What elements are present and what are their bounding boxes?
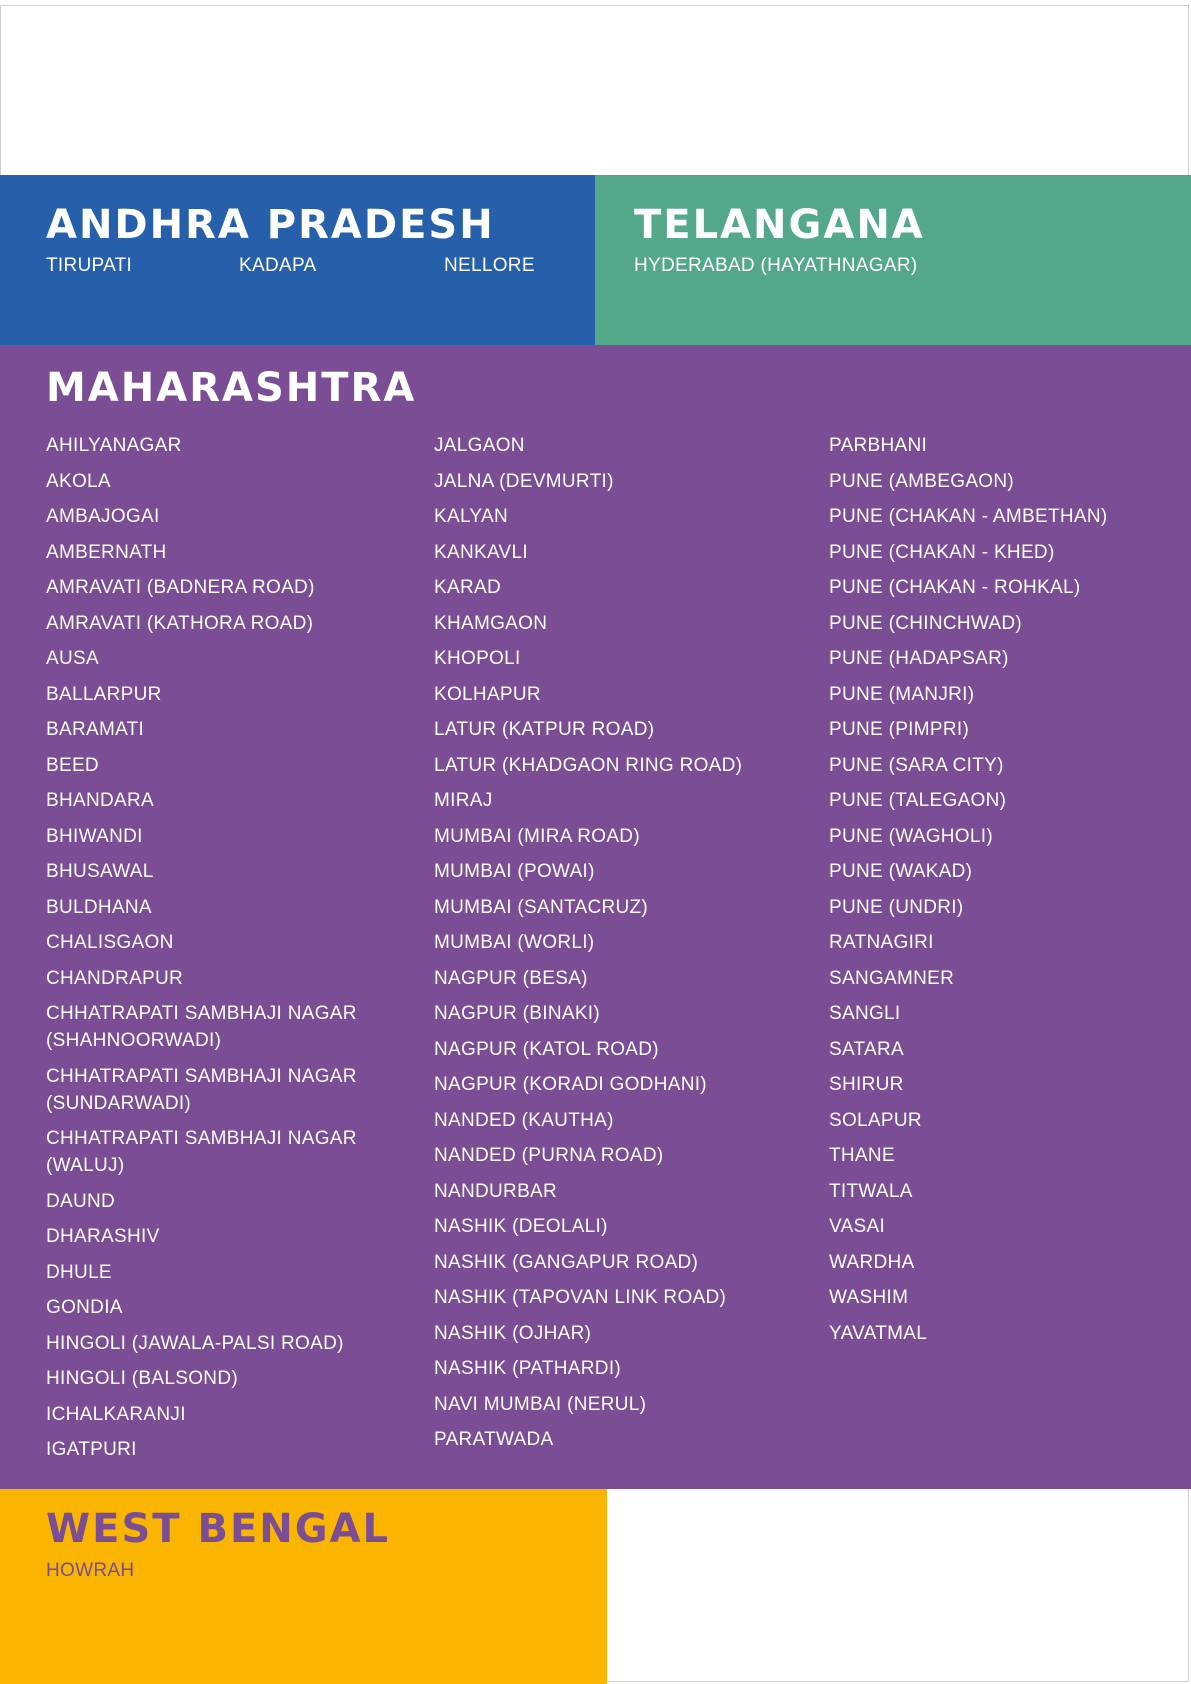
city-list-item: CHHATRAPATI SAMBHAJI NAGAR (SUNDARWADI) bbox=[46, 1065, 357, 1114]
city-list-item: MUMBAI (SANTACRUZ) bbox=[434, 896, 649, 918]
city-list-item: NASHIK (DEOLALI) bbox=[434, 1216, 608, 1237]
city-list-item: RATNAGIRI bbox=[829, 932, 934, 953]
city-list-item: NANDED (KAUTHA) bbox=[434, 1109, 614, 1131]
city-tirupati: TIRUPATI bbox=[46, 255, 133, 276]
city-list-item: DHARASHIV bbox=[46, 1226, 160, 1247]
city-list-item: AKOLA bbox=[46, 470, 111, 492]
city-list-item: PUNE (AMBEGAON) bbox=[829, 470, 1015, 492]
city-list-item: KHOPOLI bbox=[434, 648, 521, 669]
city-list-item: CHALISGAON bbox=[46, 932, 174, 953]
city-list-item: NANDED (PURNA ROAD) bbox=[434, 1145, 664, 1166]
city-list-item: AMBAJOGAI bbox=[46, 506, 160, 527]
city-list-item: NANDURBAR bbox=[434, 1180, 558, 1202]
city-list-item: KOLHAPUR bbox=[434, 683, 541, 705]
city-list-item: SOLAPUR bbox=[829, 1109, 922, 1131]
city-list-item: JALNA (DEVMURTI) bbox=[434, 470, 614, 492]
city-howrah: HOWRAH bbox=[46, 1560, 135, 1581]
maharashtra-title: MAHARASHTRA bbox=[46, 365, 417, 411]
city-list-item: NASHIK (OJHAR) bbox=[434, 1322, 592, 1344]
city-list-item: GONDIA bbox=[46, 1297, 123, 1318]
city-list-item: BALLARPUR bbox=[46, 683, 162, 705]
city-list-item: IGATPURI bbox=[46, 1439, 137, 1460]
city-list-item: NAVI MUMBAI (NERUL) bbox=[434, 1393, 647, 1415]
city-list-item: PUNE (CHAKAN - ROHKAL) bbox=[829, 577, 1081, 598]
city-list-item: AMRAVATI (KATHORA ROAD) bbox=[46, 612, 314, 634]
west-bengal-section bbox=[0, 1489, 607, 1684]
city-list-item: PUNE (WAGHOLI) bbox=[829, 825, 993, 847]
city-list-item: HINGOLI (JAWALA-PALSI ROAD) bbox=[46, 1332, 344, 1354]
city-list-item: BEED bbox=[46, 754, 99, 776]
city-list-item: MUMBAI (WORLI) bbox=[434, 932, 595, 953]
city-list-item: CHANDRAPUR bbox=[46, 967, 184, 989]
city-list-item: BHANDARA bbox=[46, 790, 154, 811]
city-list-item: PUNE (CHAKAN - KHED) bbox=[829, 541, 1055, 563]
city-list-item: YAVATMAL bbox=[829, 1322, 928, 1344]
city-list-item: SANGAMNER bbox=[829, 967, 955, 989]
city-list-item: NAGPUR (BESA) bbox=[434, 967, 588, 989]
telangana-title: TELANGANA bbox=[634, 202, 925, 248]
city-list-item: MUMBAI (MIRA ROAD) bbox=[434, 825, 640, 847]
west-bengal-title: WEST BENGAL bbox=[46, 1506, 391, 1552]
city-list-item: PUNE (PIMPRI) bbox=[829, 719, 970, 740]
maharashtra-city-column-3 bbox=[829, 432, 1108, 1355]
city-list-item: JALGAON bbox=[434, 435, 525, 456]
city-list-item: DAUND bbox=[46, 1190, 116, 1212]
city-list-item: LATUR (KATPUR ROAD) bbox=[434, 719, 655, 740]
city-list-item: HINGOLI (BALSOND) bbox=[46, 1368, 238, 1389]
city-list-item: TITWALA bbox=[829, 1180, 913, 1202]
city-kadapa: KADAPA bbox=[239, 255, 317, 276]
maharashtra-city-column-2 bbox=[434, 432, 742, 1462]
city-list-item: KALYAN bbox=[434, 506, 508, 527]
city-list-item: NASHIK (TAPOVAN LINK ROAD) bbox=[434, 1287, 727, 1308]
city-list-item: CHHATRAPATI SAMBHAJI NAGAR (SHAHNOORWADI) bbox=[46, 1003, 357, 1051]
city-list-item: BHUSAWAL bbox=[46, 861, 154, 882]
city-list-item: KARAD bbox=[434, 577, 501, 598]
city-list-item: NAGPUR (KATOL ROAD) bbox=[434, 1038, 659, 1060]
city-list-item: VASAI bbox=[829, 1216, 886, 1237]
city-list-item: PUNE (SARA CITY) bbox=[829, 754, 1004, 776]
city-list-item: PUNE (WAKAD) bbox=[829, 861, 973, 882]
city-list-item: BARAMATI bbox=[46, 719, 145, 740]
maharashtra-section bbox=[0, 345, 1191, 1489]
city-list-item: NASHIK (PATHARDI) bbox=[434, 1358, 622, 1379]
city-list-item: KANKAVLI bbox=[434, 541, 528, 563]
city-hyderabad: HYDERABAD (HAYATHNAGAR) bbox=[634, 255, 918, 276]
city-list-item: DHULE bbox=[46, 1261, 112, 1283]
city-list-item: NAGPUR (KORADI GODHANI) bbox=[434, 1074, 707, 1095]
city-list-item: PARATWADA bbox=[434, 1429, 554, 1450]
city-list-item: WARDHA bbox=[829, 1251, 915, 1273]
city-list-item: PUNE (UNDRI) bbox=[829, 896, 964, 918]
city-list-item: SHIRUR bbox=[829, 1074, 904, 1095]
andhra-pradesh-title: ANDHRA PRADESH bbox=[46, 202, 495, 248]
city-list-item: PUNE (CHINCHWAD) bbox=[829, 612, 1023, 634]
city-list-item: SANGLI bbox=[829, 1003, 901, 1024]
city-list-item: NAGPUR (BINAKI) bbox=[434, 1003, 601, 1024]
city-list-item: NASHIK (GANGAPUR ROAD) bbox=[434, 1251, 699, 1273]
city-list-item: LATUR (KHADGAON RING ROAD) bbox=[434, 754, 743, 776]
city-list-item: AMBERNATH bbox=[46, 541, 167, 563]
city-list-item: AHILYANAGAR bbox=[46, 435, 182, 456]
andhra-pradesh-section bbox=[0, 175, 595, 345]
city-list-item: AMRAVATI (BADNERA ROAD) bbox=[46, 577, 315, 598]
city-list-item: CHHATRAPATI SAMBHAJI NAGAR (WALUJ) bbox=[46, 1128, 357, 1176]
maharashtra-city-column-1 bbox=[46, 432, 406, 1472]
city-list-item: PARBHANI bbox=[829, 435, 928, 456]
city-list-item: PUNE (HADAPSAR) bbox=[829, 648, 1009, 669]
city-list-item: BHIWANDI bbox=[46, 825, 143, 847]
city-list-item: MUMBAI (POWAI) bbox=[434, 861, 595, 882]
city-list-item: THANE bbox=[829, 1145, 895, 1166]
city-list-item: BULDHANA bbox=[46, 896, 152, 918]
city-list-item: AUSA bbox=[46, 648, 99, 669]
city-list-item: PUNE (CHAKAN - AMBETHAN) bbox=[829, 506, 1108, 527]
city-nellore: NELLORE bbox=[444, 255, 535, 276]
city-list-item: WASHIM bbox=[829, 1287, 909, 1308]
city-list-item: PUNE (MANJRI) bbox=[829, 683, 975, 705]
city-list-item: PUNE (TALEGAON) bbox=[829, 790, 1007, 811]
city-list-item: KHAMGAON bbox=[434, 612, 548, 634]
telangana-section bbox=[595, 175, 1191, 345]
city-list-item: SATARA bbox=[829, 1038, 904, 1060]
city-list-item: MIRAJ bbox=[434, 790, 493, 811]
city-list-item: ICHALKARANJI bbox=[46, 1403, 186, 1425]
